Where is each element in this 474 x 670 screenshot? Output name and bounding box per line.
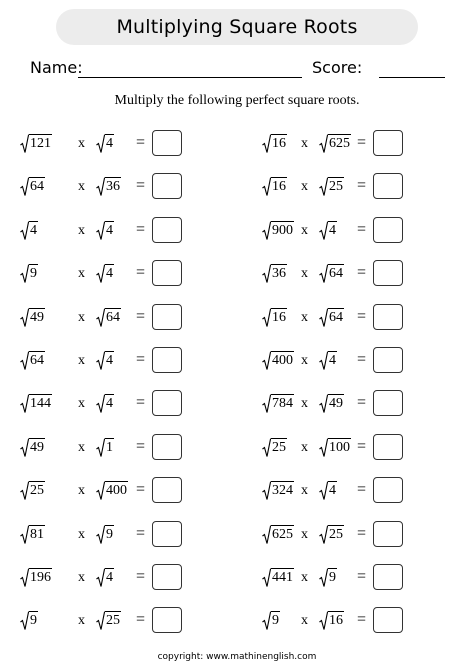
radicand: 4 [106, 223, 113, 238]
square-root-icon [319, 308, 328, 328]
square-root-icon [319, 568, 328, 588]
second-square-root [319, 481, 337, 501]
square-root-icon [96, 568, 105, 588]
multiply-sign: x [301, 179, 308, 194]
answer-box[interactable] [152, 477, 182, 503]
radicand: 16 [329, 613, 343, 628]
radicand: 25 [30, 483, 44, 498]
answer-box[interactable] [373, 347, 403, 373]
first-square-root [20, 134, 52, 154]
radicand: 121 [30, 136, 51, 151]
radicand: 900 [272, 223, 293, 238]
answer-box[interactable] [373, 434, 403, 460]
square-root-icon [96, 394, 105, 414]
square-root-icon [96, 525, 105, 545]
equals-sign: = [357, 177, 367, 194]
multiply-sign: x [301, 136, 308, 151]
square-root-icon [319, 438, 328, 458]
square-root-icon [20, 525, 29, 545]
first-square-root [20, 351, 45, 371]
second-square-root [319, 177, 344, 197]
square-root-icon [262, 525, 271, 545]
problem-row [262, 521, 462, 549]
square-root-icon [20, 308, 29, 328]
second-square-root [96, 177, 121, 197]
multiply-sign: x [301, 223, 308, 238]
problem-row [262, 390, 462, 418]
equals-sign: = [357, 568, 367, 585]
problem-row [262, 607, 462, 635]
second-square-root [319, 568, 337, 588]
radicand: 25 [329, 179, 343, 194]
instructions: Multiply the following perfect square roots. [114, 93, 360, 108]
multiply-sign: x [78, 613, 85, 628]
square-root-icon [96, 177, 105, 197]
problem-row [20, 477, 220, 505]
first-square-root [262, 525, 294, 545]
answer-box[interactable] [152, 390, 182, 416]
second-square-root [96, 134, 114, 154]
square-root-icon [262, 438, 271, 458]
radicand: 16 [272, 310, 286, 325]
problem-row [262, 347, 462, 375]
radicand: 9 [30, 613, 37, 628]
answer-box[interactable] [152, 130, 182, 156]
square-root-icon [262, 134, 271, 154]
square-root-icon [96, 308, 105, 328]
problem-row [262, 564, 462, 592]
second-square-root [96, 264, 114, 284]
radicand: 4 [329, 353, 336, 368]
second-square-root [319, 264, 344, 284]
radicand: 49 [30, 440, 44, 455]
answer-box[interactable] [152, 434, 182, 460]
name-field[interactable] [78, 77, 302, 78]
second-square-root [96, 525, 114, 545]
multiply-sign: x [78, 179, 85, 194]
square-root-icon [319, 394, 328, 414]
radicand: 36 [106, 179, 120, 194]
square-root-icon [319, 221, 328, 241]
score-label: Score: [312, 58, 363, 77]
radicand: 196 [30, 570, 51, 585]
equals-sign: = [357, 394, 367, 411]
equals-sign: = [357, 611, 367, 628]
first-square-root [262, 481, 294, 501]
square-root-icon [262, 221, 271, 241]
problem-row [20, 564, 220, 592]
second-square-root [319, 394, 344, 414]
second-square-root [96, 308, 121, 328]
radicand: 4 [106, 570, 113, 585]
second-square-root [96, 394, 114, 414]
first-square-root [20, 177, 45, 197]
second-square-root [96, 481, 128, 501]
first-square-root [20, 568, 52, 588]
equals-sign: = [136, 351, 146, 368]
multiply-sign: x [301, 483, 308, 498]
problem-row [262, 130, 462, 158]
radicand: 625 [272, 527, 293, 542]
square-root-icon [262, 177, 271, 197]
multiply-sign: x [301, 527, 308, 542]
equals-sign: = [357, 134, 367, 151]
first-square-root [20, 394, 52, 414]
radicand: 36 [272, 266, 286, 281]
first-square-root [262, 611, 280, 631]
radicand: 16 [272, 179, 286, 194]
second-square-root [96, 351, 114, 371]
square-root-icon [319, 481, 328, 501]
second-square-root [96, 438, 114, 458]
radicand: 25 [106, 613, 120, 628]
square-root-icon [96, 221, 105, 241]
answer-box[interactable] [152, 607, 182, 633]
radicand: 4 [106, 396, 113, 411]
square-root-icon [262, 481, 271, 501]
radicand: 400 [106, 483, 127, 498]
square-root-icon [96, 264, 105, 284]
first-square-root [262, 394, 294, 414]
answer-box[interactable] [373, 304, 403, 330]
problem-row [20, 390, 220, 418]
answer-box[interactable] [373, 607, 403, 633]
square-root-icon [20, 438, 29, 458]
radicand: 49 [30, 310, 44, 325]
square-root-icon [20, 351, 29, 371]
square-root-icon [262, 308, 271, 328]
equals-sign: = [136, 177, 146, 194]
first-square-root [20, 481, 45, 501]
radicand: 9 [106, 527, 113, 542]
equals-sign: = [136, 394, 146, 411]
radicand: 1 [106, 440, 113, 455]
answer-box[interactable] [373, 390, 403, 416]
square-root-icon [262, 351, 271, 371]
first-square-root [20, 221, 38, 241]
answer-box[interactable] [152, 260, 182, 286]
problem-row [20, 607, 220, 635]
radicand: 9 [272, 613, 279, 628]
equals-sign: = [357, 438, 367, 455]
square-root-icon [20, 221, 29, 241]
multiply-sign: x [301, 310, 308, 325]
worksheet-title: Multiplying Square Roots [56, 9, 418, 45]
answer-box[interactable] [373, 477, 403, 503]
radicand: 400 [272, 353, 293, 368]
square-root-icon [20, 264, 29, 284]
radicand: 441 [272, 570, 293, 585]
equals-sign: = [357, 221, 367, 238]
equals-sign: = [357, 264, 367, 281]
multiply-sign: x [78, 527, 85, 542]
radicand: 16 [272, 136, 286, 151]
first-square-root [20, 611, 38, 631]
equals-sign: = [136, 568, 146, 585]
multiply-sign: x [78, 396, 85, 411]
multiply-sign: x [301, 396, 308, 411]
equals-sign: = [136, 308, 146, 325]
equals-sign: = [136, 221, 146, 238]
answer-box[interactable] [152, 347, 182, 373]
square-root-icon [319, 264, 328, 284]
answer-box[interactable] [152, 304, 182, 330]
multiply-sign: x [78, 440, 85, 455]
radicand: 25 [272, 440, 286, 455]
equals-sign: = [136, 481, 146, 498]
problem-row [262, 260, 462, 288]
radicand: 4 [106, 136, 113, 151]
square-root-icon [96, 438, 105, 458]
radicand: 64 [30, 353, 44, 368]
radicand: 324 [272, 483, 293, 498]
first-square-root [262, 351, 294, 371]
first-square-root [262, 177, 287, 197]
multiply-sign: x [301, 613, 308, 628]
multiply-sign: x [78, 310, 85, 325]
square-root-icon [20, 134, 29, 154]
problem-row [20, 173, 220, 201]
square-root-icon [20, 177, 29, 197]
radicand: 625 [329, 136, 350, 151]
multiply-sign: x [78, 353, 85, 368]
problem-row [20, 304, 220, 332]
radicand: 25 [329, 527, 343, 542]
score-field[interactable] [379, 77, 445, 78]
square-root-icon [319, 351, 328, 371]
second-square-root [319, 438, 351, 458]
problem-row [20, 434, 220, 462]
first-square-root [20, 438, 45, 458]
radicand: 64 [329, 266, 343, 281]
answer-box[interactable] [373, 217, 403, 243]
problem-row [20, 130, 220, 158]
problem-row [20, 521, 220, 549]
radicand: 4 [106, 266, 113, 281]
second-square-root [96, 611, 121, 631]
radicand: 4 [30, 223, 37, 238]
name-score-row [22, 58, 452, 80]
problem-row [262, 477, 462, 505]
second-square-root [319, 221, 337, 241]
answer-box[interactable] [373, 564, 403, 590]
answer-box[interactable] [152, 217, 182, 243]
radicand: 9 [329, 570, 336, 585]
square-root-icon [96, 481, 105, 501]
equals-sign: = [136, 264, 146, 281]
multiply-sign: x [301, 353, 308, 368]
square-root-icon [262, 568, 271, 588]
square-root-icon [20, 568, 29, 588]
equals-sign: = [136, 611, 146, 628]
equals-sign: = [136, 438, 146, 455]
second-square-root [319, 134, 351, 154]
equals-sign: = [357, 351, 367, 368]
equals-sign: = [357, 525, 367, 542]
radicand: 64 [30, 179, 44, 194]
radicand: 9 [30, 266, 37, 281]
answer-box[interactable] [373, 260, 403, 286]
first-square-root [262, 568, 294, 588]
first-square-root [20, 525, 45, 545]
radicand: 784 [272, 396, 293, 411]
square-root-icon [20, 481, 29, 501]
first-square-root [20, 264, 38, 284]
square-root-icon [20, 394, 29, 414]
second-square-root [319, 525, 344, 545]
square-root-icon [96, 134, 105, 154]
radicand: 49 [329, 396, 343, 411]
multiply-sign: x [78, 136, 85, 151]
name-label: Name: [30, 58, 83, 77]
answer-box[interactable] [152, 564, 182, 590]
multiply-sign: x [78, 483, 85, 498]
copyright-footer: copyright: www.mathinenglish.com [157, 652, 317, 662]
radicand: 4 [329, 223, 336, 238]
radicand: 4 [106, 353, 113, 368]
first-square-root [262, 134, 287, 154]
first-square-root [262, 308, 287, 328]
square-root-icon [319, 134, 328, 154]
multiply-sign: x [78, 223, 85, 238]
problem-row [262, 304, 462, 332]
radicand: 81 [30, 527, 44, 542]
first-square-root [262, 438, 287, 458]
radicand: 64 [329, 310, 343, 325]
radicand: 4 [329, 483, 336, 498]
answer-box[interactable] [152, 173, 182, 199]
square-root-icon [20, 611, 29, 631]
square-root-icon [319, 611, 328, 631]
second-square-root [96, 568, 114, 588]
square-root-icon [319, 177, 328, 197]
radicand: 100 [329, 440, 350, 455]
second-square-root [96, 221, 114, 241]
equals-sign: = [136, 525, 146, 542]
answer-box[interactable] [152, 521, 182, 547]
radicand: 144 [30, 396, 51, 411]
square-root-icon [262, 611, 271, 631]
multiply-sign: x [78, 266, 85, 281]
second-square-root [319, 308, 344, 328]
equals-sign: = [357, 481, 367, 498]
multiply-sign: x [301, 570, 308, 585]
problem-row [20, 347, 220, 375]
problem-row [262, 217, 462, 245]
problem-row [20, 260, 220, 288]
square-root-icon [262, 394, 271, 414]
answer-box[interactable] [373, 521, 403, 547]
square-root-icon [319, 525, 328, 545]
problem-row [262, 173, 462, 201]
square-root-icon [96, 351, 105, 371]
problem-row [20, 217, 220, 245]
problem-row [262, 434, 462, 462]
equals-sign: = [357, 308, 367, 325]
first-square-root [20, 308, 45, 328]
multiply-sign: x [301, 266, 308, 281]
square-root-icon [96, 611, 105, 631]
answer-box[interactable] [373, 130, 403, 156]
multiply-sign: x [301, 440, 308, 455]
multiply-sign: x [78, 570, 85, 585]
radicand: 64 [106, 310, 120, 325]
answer-box[interactable] [373, 173, 403, 199]
square-root-icon [262, 264, 271, 284]
equals-sign: = [136, 134, 146, 151]
first-square-root [262, 264, 287, 284]
second-square-root [319, 351, 337, 371]
second-square-root [319, 611, 344, 631]
first-square-root [262, 221, 294, 241]
